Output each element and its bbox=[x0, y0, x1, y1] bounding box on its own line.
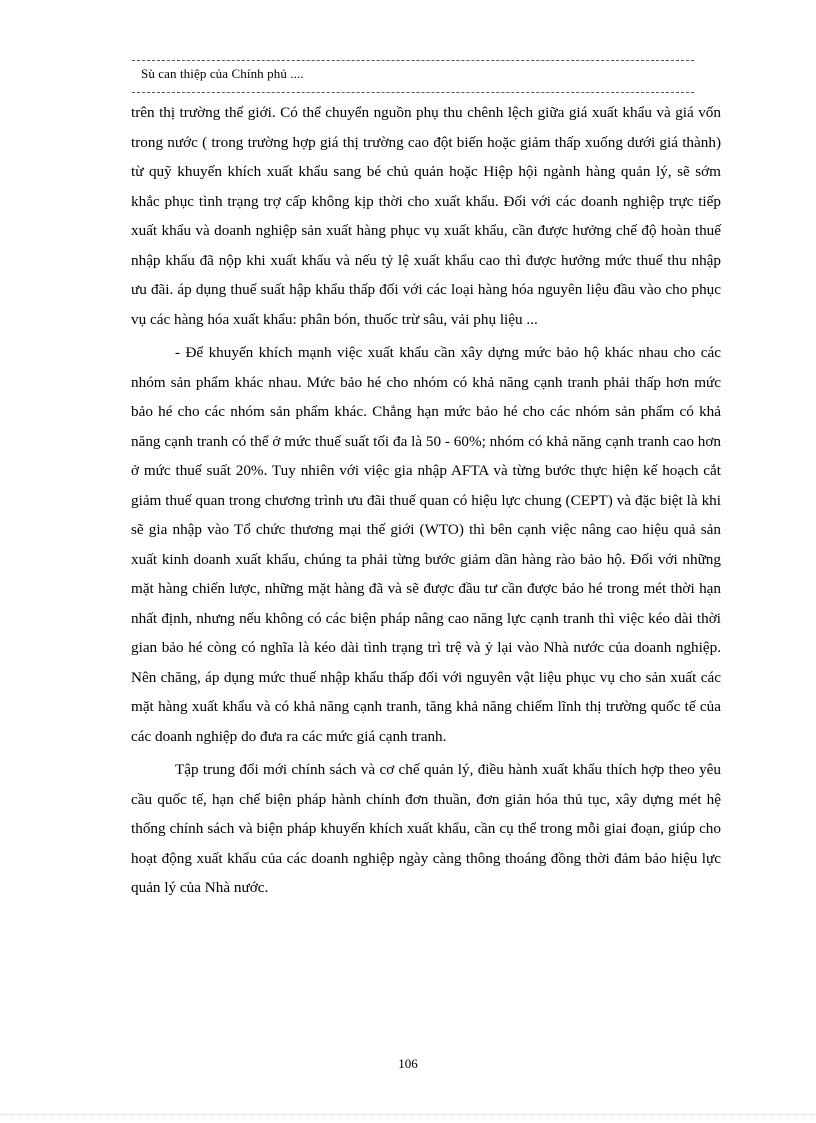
paragraph-protection-levels: - Để khuyến khích mạnh việc xuất khẩu cần xây dựng mức bảo hộ khác nhau cho các nhóm sản phẩm khác nhau. Mức bảo hé cho nhóm có khả năng cạnh tranh phải thấp hơn mức bảo hé cho các nhóm sản phẩm khác. Chẳng hạn mức bảo hé cho các nhóm sản phẩm có khả năng cạnh tranh có thể ở mức thuế suất tối đa là 50 - 60%; nhóm có khả năng cạnh tranh cao hơn ở mức thuế suất 20%. Tuy nhiên với việc gia nhập AFTA và từng bước thực hiện kế hoạch cắt giảm thuế quan trong chương trình ưu đãi thuế quan có hiệu lực chung (CEPT) và đặc biệt là khi sẽ gia nhập vào Tổ chức thương mại thế giới (WTO) thì bên cạnh việc nâng cao hiệu quả sản xuất kinh doanh xuất khẩu, chúng ta phải từng bước giảm dần hàng rào bảo hộ. Đối với những mặt hàng chiến lược, những mặt hàng đã và sẽ được đầu tư cần được bảo hé trong mét thời hạn nhất định, nhưng nếu không có các biện pháp nâng cao năng lực cạnh tranh thì việc kéo dài thời gian bảo hé còng có nghĩa là kéo dài tình trạng trì trệ và ỷ lại vào Nhà nước của doanh nghiệp. Nên chăng, áp dụng mức thuế nhập khẩu thấp đối với nguyên vật liệu phục vụ cho sản xuất các mặt hàng xuất khẩu và có khả năng cạnh tranh, tăng khả năng chiếm lĩnh thị trường quốc tế của các doanh nghiệp do đưa ra các mức giá cạnh tranh. bbox=[131, 344, 721, 745]
header-bottom-rule bbox=[132, 92, 694, 93]
running-header: Sù can thiệp của Chính phủ .... bbox=[141, 66, 304, 81]
page-bottom-rule bbox=[0, 1114, 816, 1115]
paragraph-policy-reform: Tập trung đổi mới chính sách và cơ chế quản lý, điều hành xuất khẩu thích hợp theo yêu cầu quốc tế, hạn chế biện pháp hành chính đơn thuần, đơn giản hóa thủ tục, xây dựng mét hệ thống chính sách và biện pháp khuyến khích xuất khẩu, cần cụ thể trong mỗi giai đoạn, giúp cho hoạt động xuất khẩu của các doanh nghiệp ngày càng thông thoáng đồng thời đảm bảo hiệu lực quản lý của Nhà nước. bbox=[131, 761, 721, 896]
paragraph-continuation: trên thị trường thế giới. Có thể chuyển nguồn phụ thu chênh lệch giữa giá xuất khẩu và giá vốn trong nước ( trong trường hợp giá thị trường cao đột biến hoặc giảm thấp xuống dưới giá thành) từ quỹ khuyến khích xuất khẩu sang bé chủ quản hoặc Hiệp hội ngành hàng quản lý, sẽ sớm khắc phục tình trạng trợ cấp không kịp thời cho xuất khẩu. Đối với các doanh nghiệp trực tiếp xuất khẩu và doanh nghiệp sản xuất hàng phục vụ xuất khẩu, cần được hưởng chế độ hoàn thuế nhập khẩu đã nộp khi xuất khẩu và nếu tỷ lệ xuất khẩu cao thì được hưởng mức thuế thu nhập ưu đãi. áp dụng thuế suất hập khẩu thấp đối với các loại hàng hóa nguyên liệu đầu vào cho phục vụ các hàng hóa xuất khẩu: phân bón, thuốc trừ sâu, vải phụ liệu ... bbox=[131, 104, 721, 328]
header-top-rule bbox=[132, 60, 694, 61]
document-body bbox=[131, 98, 721, 903]
page-number: 106 bbox=[398, 1056, 418, 1071]
